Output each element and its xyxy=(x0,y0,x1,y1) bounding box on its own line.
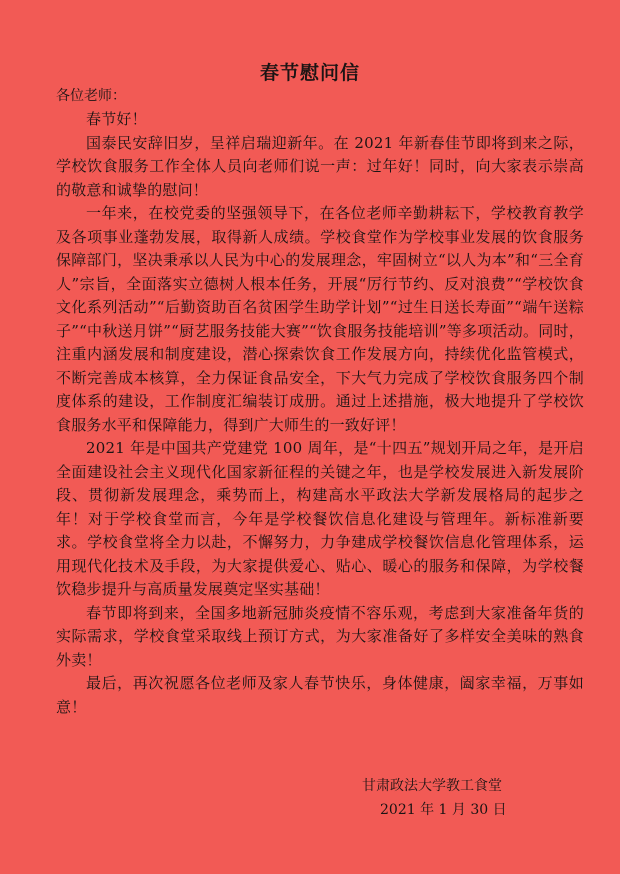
salutation: 各位老师： xyxy=(56,88,126,104)
paragraph-greeting: 春节好！ xyxy=(86,110,147,128)
letter-body xyxy=(56,108,584,719)
paragraph-closing: 最后，再次祝愿各位老师及家人春节快乐，身体健康，阖家幸福，万事如意！ xyxy=(56,674,584,716)
paragraph-takeaway: 春节即将到来，全国多地新冠肺炎疫情不容乐观，考虑到大家准备年货的实际需求，学校食堂采取线上预订方式，为大家准备好了多样安全美味的熟食外卖！ xyxy=(56,603,584,669)
paragraph-new-year: 国泰民安辞旧岁，呈祥启瑞迎新年。在 2021 年新春佳节即将到来之际，学校饮食服务工作全体人员向老师们说一声：过年好！同时，向大家表示崇高的敬意和诚挚的慰问！ xyxy=(56,133,584,199)
signature-date: 2021 年 1 月 30 日 xyxy=(380,802,507,818)
paragraph-review: 一年来，在校党委的坚强领导下，在各位老师辛勤耕耘下，学校教育教学及各项事业蓬勃发展，取得新人成绩。学校食堂作为学校事业发展的饮食服务保障部门，坚决秉承以人民为中心的发展理念，牢固树立“以人为本”和“三全育人”宗旨，全面落实立德树人根本任务，开展“厉行节约、反对浪费”“学校饮食文化系列活动”“后勤资助百名贫困学生助学计划”“过生日送长寿面”“端午送粽子”“中秋送月饼”“厨艺服务技能大赛”“饮食服务技能培训”等多项活动。同时，注重内涵发展和制度建设，潜心探索饮食工作发展方向，持续优化监管模式，不断完善成本核算，全力保证食品安全，下大气力完成了学校饮食服务四个制度体系的建设，工作制度汇编装订成册。通过上述措施，极大地提升了学校饮食服务水平和保障能力，得到广大师生的一致好评！ xyxy=(56,204,584,434)
signature-organization: 甘肃政法大学教工食堂 xyxy=(362,778,502,794)
signature-block xyxy=(362,774,562,822)
paragraph-2021-plan: 2021 年是中国共产党建党 100 周年，是“十四五”规划开局之年，是开启全面建设社会主义现代化国家新征程的关键之年，也是学校发展进入新发展阶段、贯彻新发展理念，乘势而上，构建高水平政法大学新发展格局的起步之年！对于学校食堂而言，今年是学校餐饮信息化建设与管理年。新标准新要求。学校食堂将全力以赴，不懈努力，力争建成学校餐饮信息化管理体系，运用现代化技术及手段，为大家提供爱心、贴心、暖心的服务和保障，为学校餐饮稳步提升与高质量发展奠定坚实基础！ xyxy=(56,439,584,598)
letter-title: 春节慰问信 xyxy=(259,62,360,84)
